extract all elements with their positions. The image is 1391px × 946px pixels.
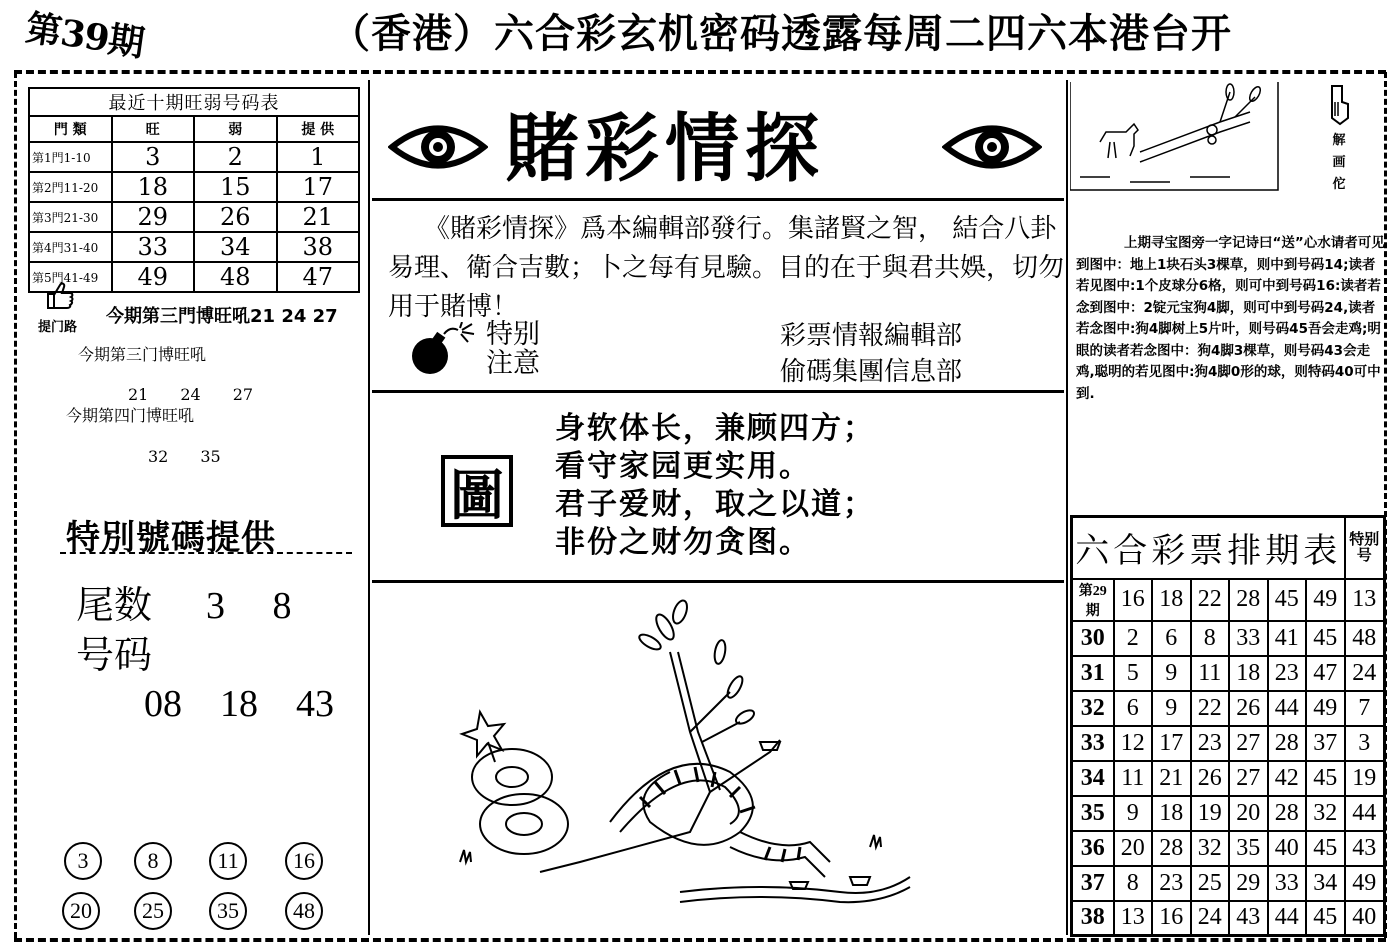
- special-numbers-title: 特別號碼提供: [66, 518, 276, 558]
- draw-number-cell: 12: [1114, 726, 1153, 761]
- draw-number-cell: 44: [1268, 901, 1307, 936]
- bomb-icon: [406, 322, 478, 378]
- table-row: [1072, 866, 1385, 901]
- center-rule-3: [372, 580, 1064, 583]
- draw-number-cell: 5: [1114, 656, 1153, 691]
- right-divider: [1066, 80, 1068, 935]
- draw-number-cell: 43: [1229, 901, 1268, 936]
- period-cell: 36: [1072, 831, 1114, 866]
- tu-character-box: 圖: [441, 455, 513, 527]
- table-row: [29, 142, 359, 172]
- draw-number-cell: 24: [1191, 901, 1230, 936]
- draw-number-cell: 8: [1191, 621, 1230, 656]
- period-cell: 32: [1072, 691, 1114, 726]
- table-row: [1072, 761, 1385, 796]
- number-ball: 3: [64, 842, 102, 880]
- solve-char: 画: [1332, 155, 1346, 170]
- draw-number-cell: 37: [1306, 726, 1345, 761]
- solve-char: 佗: [1332, 177, 1346, 192]
- draw-number-cell: 20: [1229, 796, 1268, 831]
- row-label: 第3門21-30: [29, 202, 112, 232]
- table-cell: 17: [277, 172, 360, 202]
- draw-number-cell: 32: [1191, 831, 1230, 866]
- draw-number-cell: 42: [1268, 761, 1307, 796]
- table-row: [29, 232, 359, 262]
- draw-number-cell: 23: [1191, 726, 1230, 761]
- draw-number-cell: 20: [1114, 831, 1153, 866]
- poem-line: 看守家园更实用。: [555, 449, 811, 484]
- left-border: [14, 72, 17, 938]
- issue-badge: 第39期: [23, 6, 146, 65]
- draw-number-cell: 45: [1306, 831, 1345, 866]
- special-number-cell: 13: [1345, 579, 1385, 621]
- table-row: [1072, 656, 1385, 691]
- draw-number-cell: 33: [1229, 621, 1268, 656]
- number-ball: 20: [62, 892, 100, 930]
- draw-number-cell: 28: [1268, 726, 1307, 761]
- draw-number-cell: 27: [1229, 761, 1268, 796]
- table-cell: 2: [194, 142, 277, 172]
- top-border: [14, 70, 1386, 74]
- draw-number-cell: 23: [1152, 866, 1191, 901]
- draw-number-cell: 40: [1268, 831, 1307, 866]
- column-header: 門 類: [29, 116, 112, 142]
- table-cell: 29: [112, 202, 195, 232]
- draw-number-cell: 22: [1191, 691, 1230, 726]
- period-cell: 30: [1072, 621, 1114, 656]
- draw-number-cell: 44: [1268, 691, 1307, 726]
- table-cell: 1: [277, 142, 360, 172]
- draw-number-cell: 45: [1306, 761, 1345, 796]
- draw-number-cell: 45: [1306, 901, 1345, 936]
- draw-number-cell: 45: [1268, 579, 1307, 621]
- draw-number-cell: 34: [1306, 866, 1345, 901]
- notice-line-1: 特别: [486, 319, 540, 350]
- table-cell: 33: [112, 232, 195, 262]
- draw-number-cell: 27: [1229, 726, 1268, 761]
- column-header: 弱: [194, 116, 277, 142]
- table-row: [1072, 691, 1385, 726]
- draw-number-cell: 45: [1306, 621, 1345, 656]
- number-ball: 11: [209, 842, 247, 880]
- eye-icon: [388, 118, 488, 176]
- draw-number-cell: 18: [1229, 656, 1268, 691]
- draw-number-cell: 32: [1306, 796, 1345, 831]
- table-row: [29, 172, 359, 202]
- special-number-cell: 44: [1345, 796, 1385, 831]
- draw-number-cell: 18: [1152, 796, 1191, 831]
- table-cell: 38: [277, 232, 360, 262]
- period-cell: 34: [1072, 761, 1114, 796]
- solve-picture-label: [1330, 130, 1348, 196]
- tips-lane-label: 提门路: [38, 320, 78, 335]
- draw-number-cell: 11: [1114, 761, 1153, 796]
- special-number-cell: 40: [1345, 901, 1385, 936]
- column-header: 提 供: [277, 116, 360, 142]
- special-number-cell: 19: [1345, 761, 1385, 796]
- special-number-cell: 48: [1345, 621, 1385, 656]
- poem-line: 君子爱财，取之以道；: [555, 487, 875, 522]
- riddle-poem: [555, 410, 875, 562]
- draw-number-cell: 19: [1191, 796, 1230, 831]
- intro-paragraph: 《賭彩情探》爲本編輯部發行。集諸賢之智， 結合八卦易理、衛合吉數；卜之每有見驗。目的在于與君共娛，切勿用于賭博！: [388, 214, 1065, 322]
- number-ball: 8: [134, 842, 172, 880]
- hot-cold-table: [28, 87, 360, 293]
- draw-number-cell: 26: [1229, 691, 1268, 726]
- thumbs-up-icon: [42, 278, 76, 312]
- riddle-explanation: 上期寻宝图旁一字记诗曰“送”心水请者可见到图中：地上1块石头3棵草，则中到号码14;读者若见图中:1个皮球分6格，则可中到号码16:读者若念到图中：2锭元宝狗4脚，则可中到号码24,读者若念图中:狗4脚树上5片叶，则号码45吾会走鸡;明眼的读者若念图中：狗4脚3棵草，则号码43会走鸡,聪明的若见图中:狗4脚0形的球，则特码40可中到.: [1076, 235, 1385, 402]
- special-number-cell: 49: [1345, 866, 1385, 901]
- table-row: [1072, 796, 1385, 831]
- table-cell: 47: [277, 262, 360, 292]
- draw-number-cell: 8: [1114, 866, 1153, 901]
- table-row: [1072, 621, 1385, 656]
- solve-char: 解: [1332, 133, 1346, 148]
- special-number-cell: 3: [1345, 726, 1385, 761]
- department-2: 偷碼集團信息部: [780, 357, 963, 387]
- draw-number-cell: 2: [1114, 621, 1153, 656]
- notice-line-2: 注意: [486, 348, 540, 379]
- draw-number-cell: 41: [1268, 621, 1307, 656]
- period-cell: 31: [1072, 656, 1114, 691]
- department-1: 彩票情報編輯部: [780, 321, 963, 351]
- table-row: [1072, 831, 1385, 866]
- eye-icon: [942, 118, 1042, 176]
- poem-line: 非份之财勿贪图。: [555, 525, 811, 560]
- row-label: 第2門11-20: [29, 172, 112, 202]
- special-rule: [60, 552, 352, 554]
- table-cell: 48: [194, 262, 277, 292]
- draw-number-cell: 47: [1306, 656, 1345, 691]
- draw-number-cell: 6: [1114, 691, 1153, 726]
- draw-number-cell: 35: [1229, 831, 1268, 866]
- table-cell: 26: [194, 202, 277, 232]
- special-number-cell: 43: [1345, 831, 1385, 866]
- special-column-header: 特别号: [1345, 517, 1385, 579]
- draw-number-cell: 49: [1306, 691, 1345, 726]
- draw-number-cell: 49: [1306, 579, 1345, 621]
- table-cell: 49: [112, 262, 195, 292]
- draw-number-cell: 16: [1152, 901, 1191, 936]
- tail-label: 尾数: [76, 583, 153, 627]
- tail-values: 3 8: [206, 585, 292, 627]
- period-cell: 38: [1072, 901, 1114, 936]
- table-cell: 18: [112, 172, 195, 202]
- draw-number-cell: 9: [1114, 796, 1153, 831]
- tips-line-2: 今期第四门博旺吼: [66, 406, 195, 425]
- draw-number-cell: 9: [1152, 691, 1191, 726]
- draw-number-cell: 22: [1191, 579, 1230, 621]
- table-row: [1072, 726, 1385, 761]
- draw-number-cell: 16: [1114, 579, 1153, 621]
- special-number-cell: 7: [1345, 691, 1385, 726]
- bottom-border: [14, 938, 1386, 942]
- table-row: [1072, 901, 1385, 936]
- draw-number-cell: 17: [1152, 726, 1191, 761]
- draw-number-cell: 18: [1152, 579, 1191, 621]
- draw-table-body: [1072, 579, 1385, 936]
- draw-number-cell: 13: [1114, 901, 1153, 936]
- draw-number-cell: 28: [1152, 831, 1191, 866]
- draw-number-cell: 33: [1268, 866, 1307, 901]
- pointing-hand-icon: [1324, 82, 1354, 126]
- table-caption: 最近十期旺弱号码表: [29, 88, 359, 116]
- code-values: 08 18 43: [144, 683, 335, 725]
- tips-line-2-numbers: 32 35: [148, 447, 221, 466]
- draw-schedule-table: [1070, 515, 1386, 937]
- left-divider: [368, 80, 370, 935]
- column-header: 旺: [112, 116, 195, 142]
- draw-number-cell: 6: [1152, 621, 1191, 656]
- tips-line-1: 今期第三门博旺吼: [78, 345, 207, 364]
- draw-number-cell: 26: [1191, 761, 1230, 796]
- period-cell: 37: [1072, 866, 1114, 901]
- poem-line: 身软体长，兼顾四方；: [555, 411, 875, 446]
- table-cell: 3: [112, 142, 195, 172]
- snake-tree-illustration: [440, 592, 940, 932]
- number-ball: 25: [134, 892, 172, 930]
- table-row: [29, 202, 359, 232]
- header-title: （香港）六合彩玄机密码透露每周二四六本港台开: [330, 10, 1232, 57]
- department-lines: [780, 318, 962, 390]
- draw-number-cell: 29: [1229, 866, 1268, 901]
- draw-number-cell: 28: [1268, 796, 1307, 831]
- draw-number-cell: 9: [1152, 656, 1191, 691]
- center-rule-2: [372, 390, 1064, 393]
- table-row: [29, 262, 359, 292]
- table-cell: 15: [194, 172, 277, 202]
- brand-title: 賭彩情探: [505, 106, 825, 192]
- table-cell: 21: [277, 202, 360, 232]
- draw-number-cell: 11: [1191, 656, 1230, 691]
- table-cell: 34: [194, 232, 277, 262]
- special-notice-label: [486, 320, 540, 378]
- code-label: 号码: [76, 633, 153, 677]
- draw-number-cell: 28: [1229, 579, 1268, 621]
- tips-headline: 今期第三門博旺吼21 24 27: [106, 306, 338, 327]
- dog-tree-illustration: [1070, 82, 1280, 192]
- center-rule-1: [372, 198, 1064, 201]
- period-cell: 第29期: [1072, 579, 1114, 621]
- schedule-title: 六合彩票排期表: [1072, 517, 1345, 579]
- number-ball: 16: [285, 842, 323, 880]
- number-ball: 35: [209, 892, 247, 930]
- row-label: 第4門31-40: [29, 232, 112, 262]
- draw-number-cell: 23: [1268, 656, 1307, 691]
- period-cell: 35: [1072, 796, 1114, 831]
- draw-number-cell: 21: [1152, 761, 1191, 796]
- table-row: [1072, 579, 1385, 621]
- number-ball: 48: [285, 892, 323, 930]
- period-cell: 33: [1072, 726, 1114, 761]
- row-label: 第5門41-49: [29, 262, 112, 292]
- tips-line-1-numbers: 21 24 27: [128, 385, 254, 404]
- draw-number-cell: 25: [1191, 866, 1230, 901]
- row-label: 第1門1-10: [29, 142, 112, 172]
- special-number-cell: 24: [1345, 656, 1385, 691]
